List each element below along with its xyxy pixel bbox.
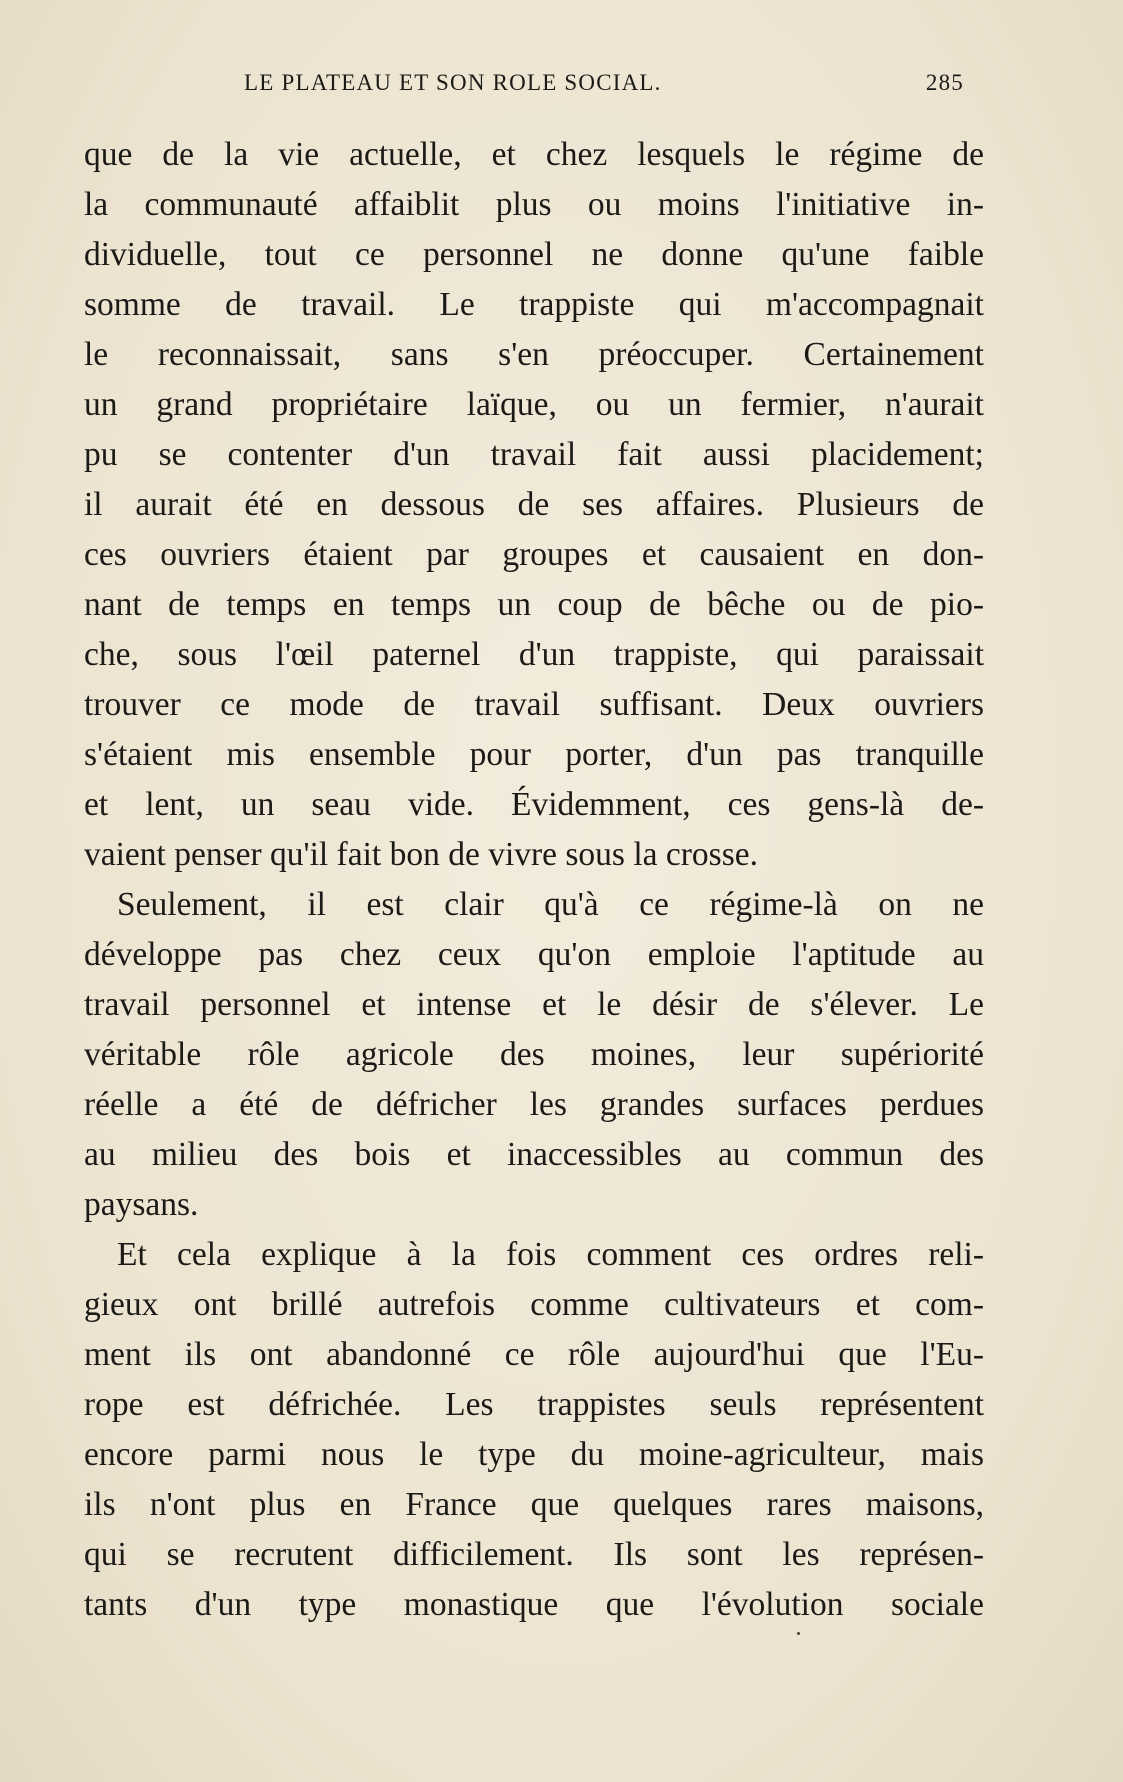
text-line: rope est défrichée. Les trappistes seuls représentent <box>84 1386 984 1423</box>
body-text <box>84 130 984 1630</box>
text-line: trouver ce mode de travail suffisant. Deux ouvriers <box>84 686 984 723</box>
text-line: au milieu des bois et inaccessibles au commun des <box>84 1136 984 1173</box>
text-line: que de la vie actuelle, et chez lesquels le régime de <box>84 136 984 173</box>
text-line: s'étaient mis ensemble pour porter, d'un pas tranquille <box>84 736 984 773</box>
text-line: gieux ont brillé autrefois comme cultivateurs et com- <box>84 1286 984 1323</box>
text-line: il aurait été en dessous de ses affaires. Plusieurs de <box>84 486 984 523</box>
text-line: nant de temps en temps un coup de bêche ou de pio- <box>84 586 984 623</box>
text-line: qui se recrutent difficilement. Ils sont les représen- <box>84 1536 984 1573</box>
text-line: la communauté affaiblit plus ou moins l'initiative in- <box>84 186 984 223</box>
text-line: ils n'ont plus en France que quelques rares maisons, <box>84 1486 984 1523</box>
text-line: développe pas chez ceux qu'on emploie l'aptitude au <box>84 936 984 973</box>
text-line: véritable rôle agricole des moines, leur supériorité <box>84 1036 984 1073</box>
text-line: et lent, un seau vide. Évidemment, ces gens-là de- <box>84 786 984 823</box>
text-line: tants d'un type monastique que l'évolution sociale <box>84 1586 984 1623</box>
text-line: ces ouvriers étaient par groupes et causaient en don- <box>84 536 984 573</box>
paragraph-start-line: Seulement, il est clair qu'à ce régime-là on ne <box>117 886 984 923</box>
text-line: travail personnel et intense et le désir de s'élever. Le <box>84 986 984 1023</box>
running-title: LE PLATEAU ET SON ROLE SOCIAL. <box>244 70 662 95</box>
text-line: un grand propriétaire laïque, ou un fermier, n'aurait <box>84 386 984 423</box>
text-line: le reconnaissait, sans s'en préoccuper. Certainement <box>84 336 984 373</box>
text-line: che, sous l'œil paternel d'un trappiste, qui paraissait <box>84 636 984 673</box>
text-line: dividuelle, tout ce personnel ne donne qu'une faible <box>84 236 984 273</box>
text-line: réelle a été de défricher les grandes surfaces perdues <box>84 1086 984 1123</box>
text-line: encore parmi nous le type du moine-agriculteur, mais <box>84 1436 984 1473</box>
text-line: ment ils ont abandonné ce rôle aujourd'hui que l'Eu- <box>84 1336 984 1373</box>
paragraph-end-line: paysans. <box>84 1186 199 1223</box>
paragraph-end-line: vaient penser qu'il fait bon de vivre sous la crosse. <box>84 836 758 873</box>
text-line: somme de travail. Le trappiste qui m'accompagnait <box>84 286 984 323</box>
text-line: pu se contenter d'un travail fait aussi placidement; <box>84 436 984 473</box>
paper-speck <box>797 1632 800 1635</box>
paragraph-start-line: Et cela explique à la fois comment ces ordres reli- <box>117 1236 984 1273</box>
running-head <box>244 70 964 106</box>
page-number: 285 <box>925 70 964 95</box>
